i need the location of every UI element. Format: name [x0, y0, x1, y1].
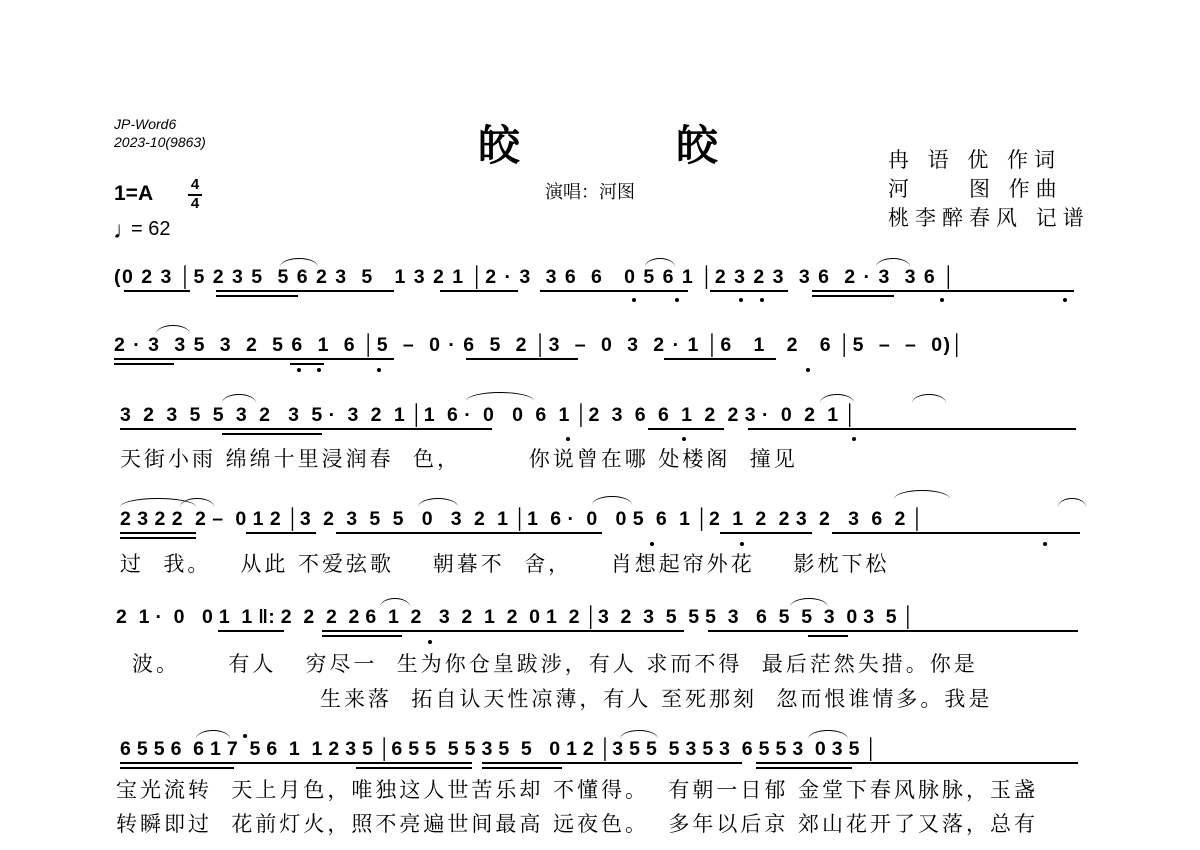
- low-octave-dot: [632, 298, 636, 302]
- notation-line: 6 5 5 6 6 1 7 5 6 1 1 2 3 5 │6 5 5 5 5 3 5 5 0 1 2 │3 5 5 5 3 5 3 6 5 5 3 0 3 5 │: [120, 738, 879, 760]
- low-octave-dot: [682, 437, 686, 441]
- song-title-right: 皎: [676, 121, 719, 170]
- beam: [466, 358, 578, 360]
- tie-arc: [592, 496, 632, 505]
- low-octave-dot: [760, 298, 764, 302]
- beam: [120, 762, 472, 764]
- singer-credit: 演唱：河图: [545, 182, 635, 203]
- tie-arc: [156, 325, 190, 334]
- time-signature-bottom: 4: [190, 195, 200, 212]
- low-octave-dot: [675, 298, 679, 302]
- beam: [708, 630, 1078, 632]
- lyric-verse: 过 我。 从此 不爱弦歌 朝暮不 舍， 肖想起帘外花 影枕下松: [120, 552, 890, 576]
- tie-arc: [620, 730, 658, 739]
- tie-arc: [912, 394, 946, 403]
- beam: [540, 290, 688, 292]
- beam: [720, 532, 812, 534]
- beam: [648, 428, 724, 430]
- notation-line: 2 1 · 0 0 1 1 ‖: 2 2 2 2 6 1 2 3 2 1 2 0 1 2 │3 2 3 5 5 5 3 6 5 5 3 0 3 5 │: [116, 606, 916, 628]
- beam: [832, 532, 1080, 534]
- tie-arc: [808, 730, 848, 739]
- low-octave-dot: [940, 298, 944, 302]
- composer-credit: 河 图 作曲: [888, 177, 1063, 201]
- lyric-verse-2: 转瞬即过 花前灯火，照不亮遍世间最高 远夜色。 多年以后京 郊山花开了又落，总有: [116, 812, 1039, 836]
- beam: [120, 428, 492, 430]
- beam: [336, 532, 602, 534]
- low-octave-dot: [297, 368, 301, 372]
- beam: [120, 767, 234, 769]
- beam: [812, 290, 1074, 292]
- low-octave-dot: [377, 368, 381, 372]
- beam: [216, 290, 394, 292]
- lyricist-credit: 冉 语 优 作词: [888, 148, 1062, 172]
- low-octave-dot: [650, 542, 654, 546]
- tie-arc: [820, 394, 854, 403]
- beam: [482, 762, 742, 764]
- low-octave-dot: [566, 437, 570, 441]
- tie-arc: [180, 498, 214, 507]
- beam: [114, 363, 174, 365]
- beam: [440, 290, 518, 292]
- beam: [124, 290, 190, 292]
- beam: [710, 290, 788, 292]
- time-signature-top: 4: [190, 176, 200, 193]
- beam: [482, 767, 562, 769]
- lyric-verse-2: 生来落 拓自认天性凉薄，有人 至死那刻 忽而恨谁情多。我是: [320, 687, 993, 711]
- beam: [664, 358, 776, 360]
- beam: [808, 635, 848, 637]
- low-octave-dot: [806, 368, 810, 372]
- high-octave-dot: [243, 734, 247, 738]
- tie-arc: [280, 258, 318, 267]
- transcriber-credit: 桃李醉春风 记谱: [888, 206, 1090, 230]
- low-octave-dot: [428, 640, 432, 644]
- beam: [748, 428, 1076, 430]
- low-octave-dot: [740, 542, 744, 546]
- low-octave-dot: [852, 437, 856, 441]
- low-octave-dot: [317, 368, 321, 372]
- quarter-note-icon: ♩: [113, 217, 137, 244]
- notation-line: 2 3 2 2 2 – 0 1 2 │3 2 3 5 5 0 3 2 1 │1 6 · 0 0 5 6 1 │2 1 2 2 3 2 3 6 2 │: [120, 508, 925, 530]
- beam: [216, 295, 298, 297]
- tie-arc: [894, 490, 950, 499]
- beam: [218, 630, 284, 632]
- song-title-left: 皎: [478, 121, 521, 170]
- notation-line: (0 2 3 │5 2 3 5 5 6 2 3 5 1 3 2 1 │2 · 3 3 6 6 0 5 6 1 │2 3 2 3 3 6 2 · 3 3 6 │: [114, 266, 957, 288]
- tie-arc: [380, 598, 410, 607]
- tie-arc: [222, 394, 256, 403]
- beam: [290, 363, 324, 365]
- notation-line: 2 · 3 3 5 3 2 5 6 1 6 │5 – 0 · 6 5 2 │3 – 0 3 2 · 1 │6 1 2 6 │5 – – 0)│: [114, 334, 966, 356]
- beam: [812, 295, 894, 297]
- tie-arc: [790, 598, 828, 607]
- lyric-verse-1: 宝光流转 天上月色，唯独这人世苦乐却 不懂得。 有朝一日郁 金堂下春风脉脉，玉盏: [116, 778, 1039, 802]
- beam: [356, 767, 472, 769]
- low-octave-dot: [739, 298, 743, 302]
- tie-arc: [466, 392, 534, 401]
- low-octave-dot: [1063, 298, 1067, 302]
- low-octave-dot: [1043, 542, 1047, 546]
- software-version: 2023-10(9863): [114, 134, 206, 150]
- beam: [120, 537, 196, 539]
- beam: [756, 767, 852, 769]
- beam: [756, 762, 1078, 764]
- beam: [246, 532, 316, 534]
- lyric-verse: 天街小雨 绵绵十里浸润春 色， 你说曾在哪 处楼阁 撞见: [120, 447, 798, 471]
- tie-arc: [876, 258, 910, 267]
- beam: [322, 635, 402, 637]
- key-signature: 1=A: [114, 182, 154, 205]
- lyric-verse-1: 波。 有人 穷尽一 生为你仓皇跋涉，有人 求而不得 最后茫然失措。你是: [132, 652, 978, 676]
- notation-line: 3 2 3 5 5 3 2 3 5 · 3 2 1 │1 6 · 0 0 6 1 │2 3 6 6 1 2 2 3 · 0 2 1 │: [120, 404, 858, 426]
- beam: [120, 532, 196, 534]
- tie-arc: [1058, 498, 1086, 507]
- tempo-marking: = 62: [131, 218, 171, 240]
- tie-arc: [645, 258, 675, 267]
- tie-arc: [196, 730, 230, 739]
- beam: [322, 630, 684, 632]
- software-name: JP-Word6: [114, 116, 177, 132]
- beam: [114, 358, 394, 360]
- beam: [222, 433, 322, 435]
- tie-arc: [418, 498, 458, 507]
